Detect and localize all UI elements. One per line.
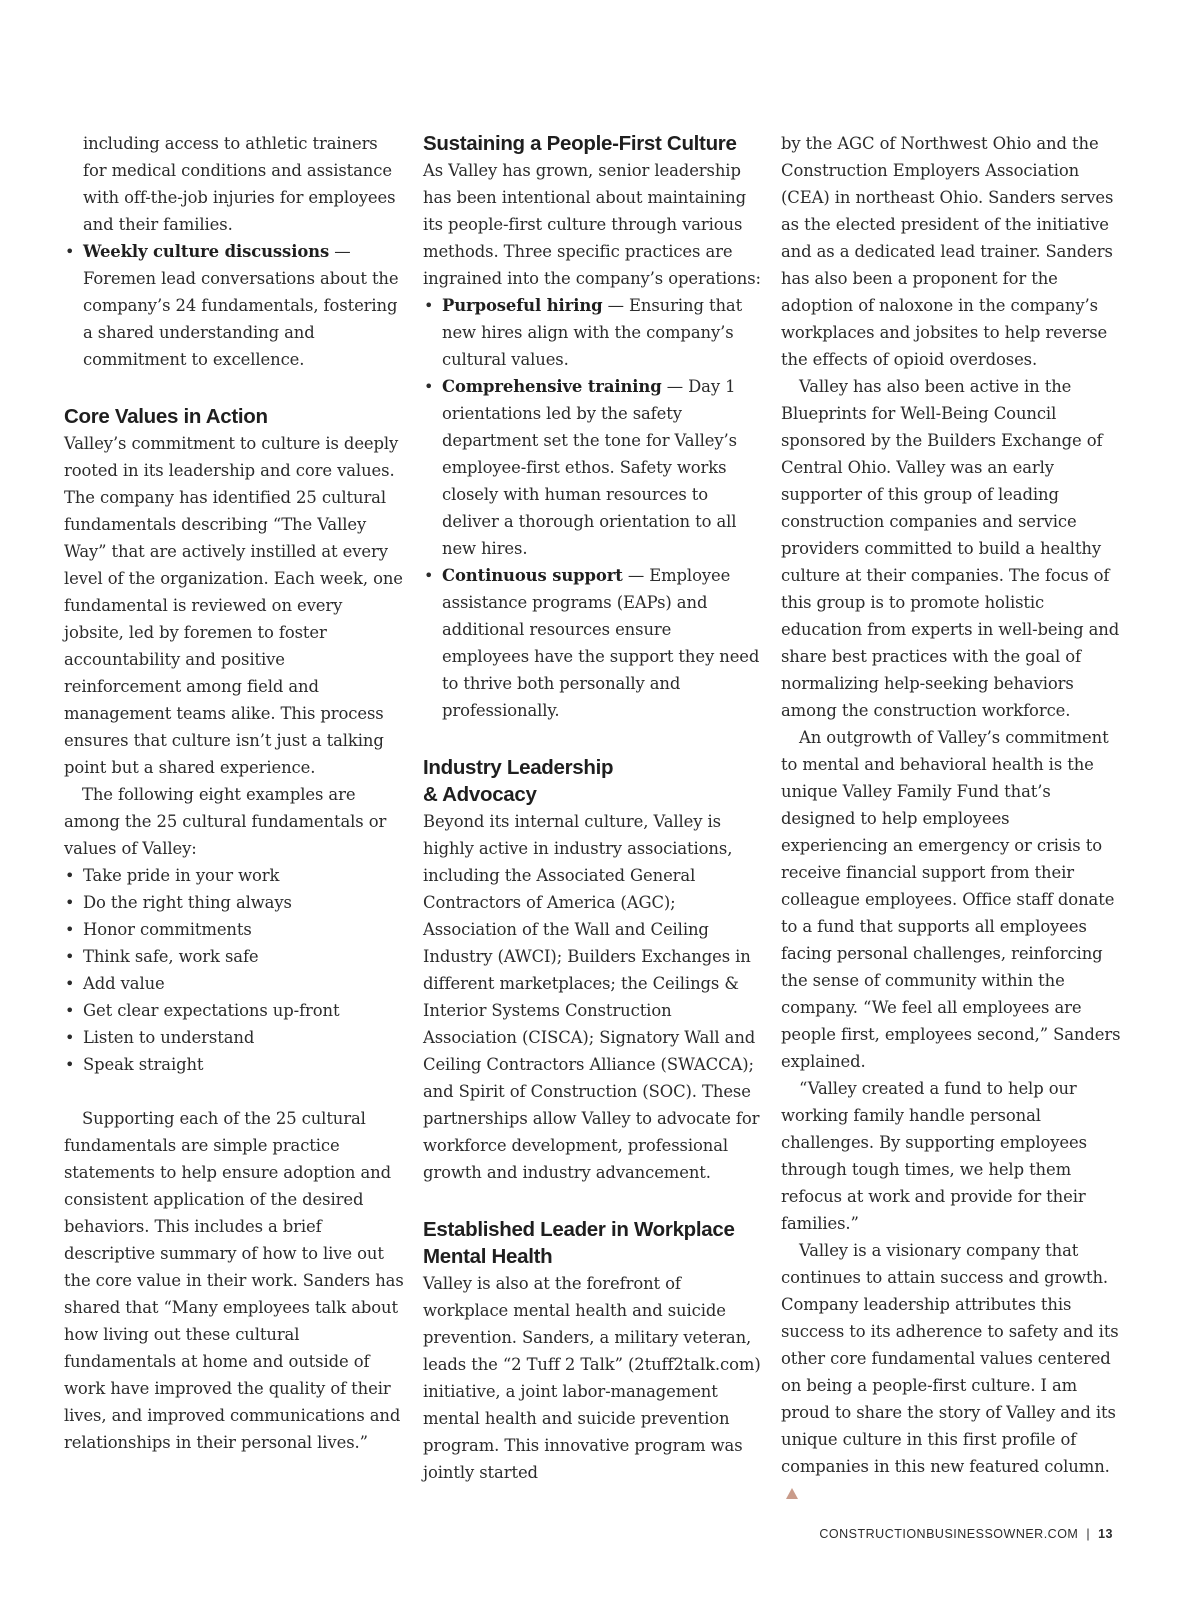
footer-separator: | <box>1086 1527 1091 1541</box>
item-lead: Purposeful hiring <box>442 296 603 315</box>
page-number: 13 <box>1098 1527 1113 1541</box>
paragraph: An outgrowth of Valley’s commitment to mental and behavioral health is the unique Valley Family Fund that’s designed to help employees experiencing an emergency or crisis to receive financial support from their colleague employees. Office staff donate to a fund that supports all employees facing personal challenges, reinforcing the sense of community within the company. “We feel all employees are people first, employees second,” Sanders explained. <box>781 728 1121 1071</box>
paragraph-text: Valley is a visionary company that continues to attain success and growth. Company leadership attributes this success to its adherence to safety and its other core fundamental values centered on being a people-first culture. I am proud to share the story of Valley and its unique culture in this first profile of companies in this new featured column. <box>781 1241 1119 1476</box>
end-mark-icon <box>786 1488 798 1499</box>
page-footer <box>700 1527 1113 1541</box>
item-text: — Day 1 orientations led by the safety department set the tone for Valley’s employee-first ethos. Safety works closely with human resources to deliver a thorough orientation to all new hires. <box>442 377 737 558</box>
item-text: — Foremen lead conversations about the company’s 24 fundamentals, fostering a shared understanding and commitment to excellence. <box>83 242 399 369</box>
list-item <box>64 238 404 373</box>
paragraph: Beyond its internal culture, Valley is highly active in industry associations, including the Associated General Contractors of America (AGC); Association of the Wall and Ceiling Industry (AWCI); Builders Exchanges in different marketplaces; the Ceilings & Interior Systems Construction Association (CISCA); Signatory Wall and Ceiling Contractors Alliance (SWACCA); and Spirit of Construction (SOC). These partnerships allow Valley to advocate for workforce development, professional growth and industry advancement. <box>423 812 760 1182</box>
list-item: • Add value <box>64 970 404 997</box>
paragraph: Valley’s commitment to culture is deeply rooted in its leadership and core values. The company has identified 25 cultural fundamentals describing “The Valley Way” that are actively instilled at every level of the organization. Each week, one fundamental is reviewed on every jobsite, led by foremen to foster accountability and positive reinforcement among field and management teams alike. This process ensures that culture isn’t just a talking point but a shared experience. <box>64 434 403 777</box>
heading-line: Mental Health <box>423 1245 553 1268</box>
list-item: • Listen to understand <box>64 1024 404 1051</box>
list-item: • Take pride in your work <box>64 862 404 889</box>
list-item <box>423 373 763 562</box>
paragraph: Supporting each of the 25 cultural fundamentals are simple practice statements to help ensure adoption and consistent application of the desired behaviors. This includes a brief descriptive summary of how to live out the core value in their work. Sanders has shared that “Many employees talk about how living out these cultural fundamentals at home and outside of work have improved the quality of their lives, and improved communications and relationships in their personal lives.” <box>64 1109 404 1452</box>
paragraph: “Valley created a fund to help our working family handle personal challenges. By supporting employees through tough times, we help them refocus at work and provide for their families.” <box>781 1079 1087 1233</box>
footer-site: CONSTRUCTIONBUSINESSOWNER.COM <box>819 1527 1079 1541</box>
item-text: — Employee assistance programs (EAPs) and additional resources ensure employees have the support they need to thrive both personally and professionally. <box>442 566 760 720</box>
section-heading-people-first: Sustaining a People-First Culture <box>423 132 737 155</box>
practices-list <box>423 292 763 724</box>
list-item: • Think safe, work safe <box>64 943 404 970</box>
values-list <box>64 862 404 1078</box>
list-item: • Do the right thing always <box>64 889 404 916</box>
list-item: • Get clear expectations up-front <box>64 997 404 1024</box>
list-item <box>423 292 763 373</box>
list-item <box>423 562 763 724</box>
paragraph: by the AGC of Northwest Ohio and the Construction Employers Association (CEA) in northeast Ohio. Sanders serves as the elected president of the initiative and as a dedicated lead trainer. Sanders has also been a proponent for the adoption of naloxone in the company’s workplaces and jobsites to help reverse the effects of opioid overdoses. <box>781 134 1114 369</box>
paragraph: As Valley has grown, senior leadership has been intentional about maintaining its people-first culture through various methods. Three specific practices are ingrained into the company’s operations: <box>423 161 761 288</box>
heading-line: Industry Leadership <box>423 756 614 779</box>
item-lead: Weekly culture discussions <box>83 242 330 261</box>
item-lead: Comprehensive training <box>442 377 662 396</box>
section-heading-mental-health <box>423 1216 763 1270</box>
bullet-list-weekly <box>64 238 404 373</box>
column-2 <box>423 130 763 1486</box>
list-item-continuation: including access to athletic trainers for medical conditions and assistance with off-the-job injuries for employees and their families. <box>83 134 396 234</box>
list-item: • Speak straight <box>64 1051 404 1078</box>
list-item: • Honor commitments <box>64 916 404 943</box>
paragraph: Valley is also at the forefront of workplace mental health and suicide prevention. Sanders, a military veteran, leads the “2 Tuff 2 Talk” (2tuff2talk.com) initiative, a joint labor-management mental health and suicide prevention program. This innovative program was jointly started <box>423 1274 761 1482</box>
column-1 <box>64 130 404 1456</box>
paragraph-final <box>781 1237 1121 1507</box>
paragraph: Valley has also been active in the Blueprints for Well-Being Council sponsored by the Builders Exchange of Central Ohio. Valley was an early supporter of this group of leading construction companies and service providers committed to build a healthy culture at their companies. The focus of this group is to promote holistic education from experts in well-being and share best practices with the goal of normalizing help-seeking behaviors among the construction workforce. <box>781 377 1120 720</box>
section-heading-industry-leadership <box>423 754 763 808</box>
item-lead: Continuous support <box>442 566 623 585</box>
paragraph: The following eight examples are among the 25 cultural fundamentals or values of Valley: <box>64 785 387 858</box>
section-heading-core-values: Core Values in Action <box>64 405 268 428</box>
heading-line: Established Leader in Workplace <box>423 1218 735 1241</box>
heading-line: & Advocacy <box>423 783 537 806</box>
item-text: — Ensuring that new hires align with the company’s cultural values. <box>442 296 743 369</box>
column-3 <box>781 130 1121 1507</box>
